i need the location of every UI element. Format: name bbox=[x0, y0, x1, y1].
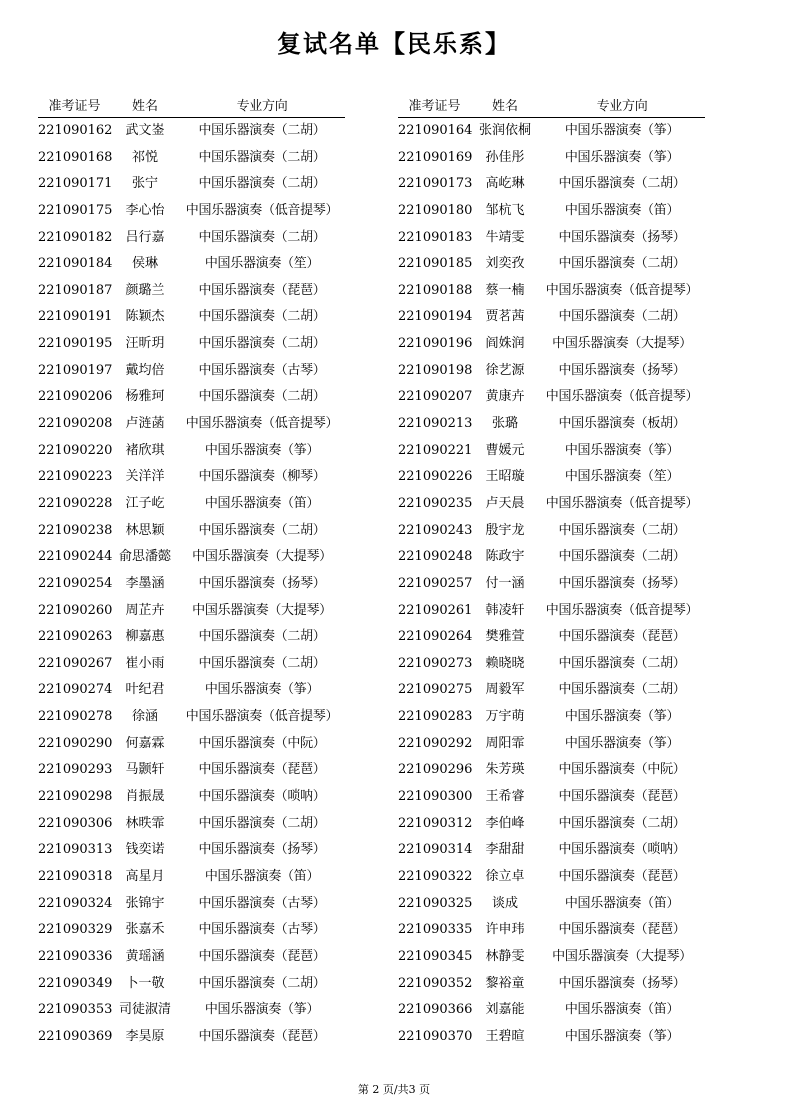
table-row bbox=[38, 438, 345, 465]
student-name-cell: 黄康卉 bbox=[485, 389, 525, 405]
student-name-cell: 李甜甜 bbox=[485, 842, 525, 858]
exam-id-cell: 221090313 bbox=[38, 842, 113, 858]
exam-id-cell: 221090293 bbox=[38, 762, 113, 778]
major-cell: 中国乐器演奏（二胡） bbox=[198, 522, 326, 538]
table-row bbox=[38, 891, 345, 918]
student-name-cell: 张锦宇 bbox=[125, 895, 165, 911]
table-row bbox=[38, 278, 345, 305]
major-cell: 中国乐器演奏（筝） bbox=[564, 1028, 680, 1044]
student-name-cell: 李伯峰 bbox=[485, 815, 525, 831]
table-row bbox=[38, 811, 345, 838]
table-row bbox=[398, 278, 705, 305]
header-major: 专业方向 bbox=[236, 99, 288, 114]
table-row bbox=[398, 251, 705, 278]
student-name-cell: 戴均倍 bbox=[125, 362, 165, 378]
exam-id-cell: 221090318 bbox=[38, 868, 113, 884]
major-cell: 中国乐器演奏（琵琶） bbox=[558, 629, 686, 645]
table-body bbox=[398, 118, 705, 1050]
student-name-cell: 樊雅萱 bbox=[485, 629, 525, 645]
table-row bbox=[398, 757, 705, 784]
major-cell: 中国乐器演奏（唢呐） bbox=[558, 842, 686, 858]
student-name-cell: 颜璐兰 bbox=[125, 282, 165, 298]
student-name-cell: 徐涵 bbox=[131, 709, 158, 725]
major-cell: 中国乐器演奏（中阮） bbox=[198, 735, 326, 751]
student-name-cell: 杨雅珂 bbox=[125, 389, 165, 405]
major-cell: 中国乐器演奏（大提琴） bbox=[552, 948, 692, 964]
exam-id-cell: 221090264 bbox=[398, 629, 473, 645]
table-row bbox=[38, 944, 345, 971]
student-name-cell: 高星月 bbox=[125, 868, 165, 884]
table-row bbox=[38, 118, 345, 145]
roster-table-right bbox=[398, 96, 705, 1050]
table-header bbox=[398, 96, 705, 118]
student-name-cell: 徐立卓 bbox=[485, 868, 525, 884]
table-row bbox=[38, 677, 345, 704]
exam-id-cell: 221090183 bbox=[398, 229, 473, 245]
header-name: 姓名 bbox=[131, 99, 158, 114]
page-footer: 第 2 页/共3 页 bbox=[357, 1083, 431, 1096]
table-row bbox=[398, 864, 705, 891]
major-cell: 中国乐器演奏（琵琶） bbox=[198, 1028, 326, 1044]
major-cell: 中国乐器演奏（扬琴） bbox=[198, 575, 326, 591]
major-cell: 中国乐器演奏（二胡） bbox=[198, 815, 326, 831]
major-cell: 中国乐器演奏（低音提琴） bbox=[545, 282, 699, 298]
exam-id-cell: 221090182 bbox=[38, 229, 113, 245]
student-name-cell: 卜一敬 bbox=[125, 975, 165, 991]
table-row bbox=[38, 864, 345, 891]
student-name-cell: 朱芳瑛 bbox=[485, 762, 525, 778]
exam-id-cell: 221090228 bbox=[38, 495, 113, 511]
major-cell: 中国乐器演奏（二胡） bbox=[558, 549, 686, 565]
table-row bbox=[398, 891, 705, 918]
exam-id-cell: 221090283 bbox=[398, 709, 473, 725]
exam-id-cell: 221090184 bbox=[38, 256, 113, 272]
student-name-cell: 崔小雨 bbox=[125, 655, 165, 671]
student-name-cell: 张宁 bbox=[131, 176, 158, 192]
exam-id-cell: 221090164 bbox=[398, 123, 473, 138]
exam-id-cell: 221090324 bbox=[38, 895, 113, 911]
major-cell: 中国乐器演奏（笙） bbox=[564, 469, 680, 485]
exam-id-cell: 221090254 bbox=[38, 575, 113, 591]
exam-id-cell: 221090206 bbox=[38, 389, 113, 405]
major-cell: 中国乐器演奏（低音提琴） bbox=[185, 709, 339, 725]
major-cell: 中国乐器演奏（笙） bbox=[204, 256, 320, 272]
exam-id-cell: 221090261 bbox=[398, 602, 473, 618]
table-row bbox=[38, 491, 345, 518]
major-cell: 中国乐器演奏（二胡） bbox=[198, 123, 326, 138]
table-row bbox=[38, 598, 345, 625]
major-cell: 中国乐器演奏（筝） bbox=[564, 123, 680, 138]
exam-id-cell: 221090243 bbox=[398, 522, 473, 538]
student-name-cell: 黎裕童 bbox=[485, 975, 525, 991]
student-name-cell: 何嘉霖 bbox=[125, 735, 165, 751]
table-row bbox=[398, 145, 705, 172]
exam-id-cell: 221090312 bbox=[398, 815, 473, 831]
table-row bbox=[38, 651, 345, 678]
exam-id-cell: 221090169 bbox=[398, 149, 473, 165]
student-name-cell: 林昳霏 bbox=[125, 815, 165, 831]
table-row bbox=[398, 598, 705, 625]
major-cell: 中国乐器演奏（琵琶） bbox=[558, 922, 686, 938]
exam-id-cell: 221090369 bbox=[38, 1028, 113, 1044]
table-row bbox=[38, 757, 345, 784]
exam-id-cell: 221090292 bbox=[398, 735, 473, 751]
roster-table-left bbox=[38, 96, 345, 1050]
exam-id-cell: 221090257 bbox=[398, 575, 473, 591]
table-row bbox=[38, 784, 345, 811]
major-cell: 中国乐器演奏（唢呐） bbox=[198, 789, 326, 805]
table-row bbox=[38, 464, 345, 491]
header-exam-id: 准考证号 bbox=[48, 99, 101, 114]
student-name-cell: 张璐 bbox=[491, 416, 518, 432]
major-cell: 中国乐器演奏（二胡） bbox=[198, 176, 326, 192]
major-cell: 中国乐器演奏（柳琴） bbox=[198, 469, 326, 485]
table-row bbox=[38, 997, 345, 1024]
page-title: 复试名单【民乐系】 bbox=[277, 30, 511, 58]
header-name: 姓名 bbox=[491, 99, 518, 114]
major-cell: 中国乐器演奏（大提琴） bbox=[192, 549, 332, 565]
table-row bbox=[38, 917, 345, 944]
exam-id-cell: 221090263 bbox=[38, 629, 113, 645]
exam-id-cell: 221090335 bbox=[398, 922, 473, 938]
student-name-cell: 韩凌轩 bbox=[485, 602, 525, 618]
table-row bbox=[398, 651, 705, 678]
exam-id-cell: 221090213 bbox=[398, 416, 473, 432]
exam-id-cell: 221090171 bbox=[38, 176, 113, 192]
student-name-cell: 武文崟 bbox=[125, 123, 165, 138]
student-name-cell: 祁悦 bbox=[131, 149, 158, 165]
exam-id-cell: 221090366 bbox=[398, 1002, 473, 1018]
exam-id-cell: 221090208 bbox=[38, 416, 113, 432]
student-name-cell: 徐艺源 bbox=[485, 362, 525, 378]
student-name-cell: 马颢轩 bbox=[125, 762, 165, 778]
exam-id-cell: 221090325 bbox=[398, 895, 473, 911]
major-cell: 中国乐器演奏（筝） bbox=[564, 735, 680, 751]
exam-id-cell: 221090322 bbox=[398, 868, 473, 884]
major-cell: 中国乐器演奏（笛） bbox=[564, 1002, 680, 1018]
major-cell: 中国乐器演奏（二胡） bbox=[198, 389, 326, 405]
student-name-cell: 江子屹 bbox=[125, 495, 165, 511]
exam-id-cell: 221090290 bbox=[38, 735, 113, 751]
exam-id-cell: 221090220 bbox=[38, 442, 113, 458]
major-cell: 中国乐器演奏（二胡） bbox=[558, 815, 686, 831]
major-cell: 中国乐器演奏（筝） bbox=[564, 442, 680, 458]
exam-id-cell: 221090353 bbox=[38, 1002, 113, 1018]
major-cell: 中国乐器演奏（琵琶） bbox=[198, 762, 326, 778]
table-row bbox=[398, 811, 705, 838]
table-row bbox=[398, 677, 705, 704]
exam-id-cell: 221090267 bbox=[38, 655, 113, 671]
exam-id-cell: 221090300 bbox=[398, 789, 473, 805]
table-row bbox=[38, 251, 345, 278]
major-cell: 中国乐器演奏（二胡） bbox=[558, 655, 686, 671]
exam-id-cell: 221090235 bbox=[398, 495, 473, 511]
table-body bbox=[38, 118, 345, 1050]
major-cell: 中国乐器演奏（扬琴） bbox=[558, 362, 686, 378]
exam-id-cell: 221090345 bbox=[398, 948, 473, 964]
student-name-cell: 关洋洋 bbox=[125, 469, 165, 485]
major-cell: 中国乐器演奏（笛） bbox=[204, 868, 320, 884]
student-name-cell: 黄瑶涵 bbox=[125, 948, 165, 964]
exam-id-cell: 221090298 bbox=[38, 789, 113, 805]
major-cell: 中国乐器演奏（二胡） bbox=[558, 256, 686, 272]
student-name-cell: 邹杭飞 bbox=[485, 202, 525, 218]
table-row bbox=[398, 358, 705, 385]
table-row bbox=[38, 304, 345, 331]
table-row bbox=[398, 917, 705, 944]
student-name-cell: 侯琳 bbox=[131, 256, 158, 272]
table-row bbox=[398, 837, 705, 864]
student-name-cell: 牛靖雯 bbox=[485, 229, 525, 245]
exam-id-cell: 221090278 bbox=[38, 709, 113, 725]
table-row bbox=[398, 225, 705, 252]
table-row bbox=[38, 225, 345, 252]
student-name-cell: 王碧暄 bbox=[485, 1028, 525, 1044]
major-cell: 中国乐器演奏（低音提琴） bbox=[545, 389, 699, 405]
table-row bbox=[38, 837, 345, 864]
major-cell: 中国乐器演奏（二胡） bbox=[198, 149, 326, 165]
header-exam-id: 准考证号 bbox=[408, 99, 461, 114]
student-name-cell: 卢天晨 bbox=[485, 495, 525, 511]
exam-id-cell: 221090238 bbox=[38, 522, 113, 538]
major-cell: 中国乐器演奏（板胡） bbox=[558, 416, 686, 432]
major-cell: 中国乐器演奏（筝） bbox=[204, 442, 320, 458]
student-name-cell: 孙佳彤 bbox=[485, 149, 525, 165]
exam-id-cell: 221090162 bbox=[38, 123, 113, 138]
exam-id-cell: 221090248 bbox=[398, 549, 473, 565]
student-name-cell: 肖振晟 bbox=[125, 789, 165, 805]
exam-id-cell: 221090180 bbox=[398, 202, 473, 218]
major-cell: 中国乐器演奏（二胡） bbox=[198, 309, 326, 325]
student-name-cell: 周阳霏 bbox=[485, 735, 525, 751]
exam-id-cell: 221090226 bbox=[398, 469, 473, 485]
student-name-cell: 蔡一楠 bbox=[485, 282, 525, 298]
exam-id-cell: 221090207 bbox=[398, 389, 473, 405]
exam-id-cell: 221090273 bbox=[398, 655, 473, 671]
major-cell: 中国乐器演奏（筝） bbox=[564, 149, 680, 165]
table-row bbox=[38, 518, 345, 545]
student-name-cell: 柳嘉惠 bbox=[125, 629, 165, 645]
student-name-cell: 李昊原 bbox=[125, 1028, 165, 1044]
table-row bbox=[38, 731, 345, 758]
exam-id-cell: 221090329 bbox=[38, 922, 113, 938]
table-row bbox=[398, 997, 705, 1024]
table-row bbox=[38, 198, 345, 225]
major-cell: 中国乐器演奏（筝） bbox=[564, 709, 680, 725]
table-row bbox=[398, 118, 705, 145]
student-name-cell: 陈政宇 bbox=[485, 549, 525, 565]
student-name-cell: 付一涵 bbox=[485, 575, 525, 591]
major-cell: 中国乐器演奏（二胡） bbox=[558, 682, 686, 698]
student-name-cell: 殷宇龙 bbox=[485, 522, 525, 538]
table-row bbox=[38, 384, 345, 411]
exam-id-cell: 221090306 bbox=[38, 815, 113, 831]
student-name-cell: 刘奕孜 bbox=[485, 256, 525, 272]
exam-id-cell: 221090168 bbox=[38, 149, 113, 165]
major-cell: 中国乐器演奏（古琴） bbox=[198, 362, 326, 378]
student-name-cell: 卢涟菡 bbox=[125, 416, 165, 432]
exam-id-cell: 221090197 bbox=[38, 362, 113, 378]
major-cell: 中国乐器演奏（大提琴） bbox=[192, 602, 332, 618]
table-row bbox=[38, 704, 345, 731]
exam-id-cell: 221090223 bbox=[38, 469, 113, 485]
student-name-cell: 周芷卉 bbox=[125, 602, 165, 618]
student-name-cell: 谈成 bbox=[491, 895, 518, 911]
table-row bbox=[398, 384, 705, 411]
exam-id-cell: 221090352 bbox=[398, 975, 473, 991]
major-cell: 中国乐器演奏（琵琶） bbox=[558, 789, 686, 805]
major-cell: 中国乐器演奏（扬琴） bbox=[558, 575, 686, 591]
table-row bbox=[398, 411, 705, 438]
table-header bbox=[38, 96, 345, 118]
exam-id-cell: 221090244 bbox=[38, 549, 113, 565]
major-cell: 中国乐器演奏（二胡） bbox=[198, 655, 326, 671]
student-name-cell: 贾茗茜 bbox=[485, 309, 525, 325]
table-row bbox=[398, 704, 705, 731]
table-row bbox=[398, 544, 705, 571]
exam-id-cell: 221090191 bbox=[38, 309, 113, 325]
table-row bbox=[398, 571, 705, 598]
exam-id-cell: 221090275 bbox=[398, 682, 473, 698]
major-cell: 中国乐器演奏（扬琴） bbox=[198, 842, 326, 858]
table-row bbox=[38, 358, 345, 385]
major-cell: 中国乐器演奏（二胡） bbox=[198, 229, 326, 245]
exam-id-cell: 221090194 bbox=[398, 309, 473, 325]
table-row bbox=[398, 784, 705, 811]
student-name-cell: 万宇萌 bbox=[485, 709, 525, 725]
major-cell: 中国乐器演奏（古琴） bbox=[198, 922, 326, 938]
table-row bbox=[398, 438, 705, 465]
table-row bbox=[398, 198, 705, 225]
table-row bbox=[38, 331, 345, 358]
exam-id-cell: 221090185 bbox=[398, 256, 473, 272]
major-cell: 中国乐器演奏（二胡） bbox=[558, 309, 686, 325]
table-row bbox=[398, 171, 705, 198]
student-name-cell: 王昭璇 bbox=[485, 469, 525, 485]
exam-id-cell: 221090188 bbox=[398, 282, 473, 298]
major-cell: 中国乐器演奏（二胡） bbox=[198, 336, 326, 352]
student-name-cell: 张嘉禾 bbox=[125, 922, 165, 938]
major-cell: 中国乐器演奏（中阮） bbox=[558, 762, 686, 778]
table-row bbox=[398, 944, 705, 971]
exam-id-cell: 221090336 bbox=[38, 948, 113, 964]
major-cell: 中国乐器演奏（扬琴） bbox=[558, 229, 686, 245]
exam-id-cell: 221090198 bbox=[398, 362, 473, 378]
table-row bbox=[38, 1024, 345, 1051]
student-name-cell: 汪昕玥 bbox=[125, 336, 165, 352]
student-name-cell: 曹媛元 bbox=[485, 442, 525, 458]
major-cell: 中国乐器演奏（扬琴） bbox=[558, 975, 686, 991]
table-row bbox=[38, 544, 345, 571]
table-row bbox=[398, 518, 705, 545]
table-row bbox=[38, 624, 345, 651]
exam-id-cell: 221090370 bbox=[398, 1028, 473, 1044]
student-name-cell: 俞思潘懿 bbox=[118, 549, 171, 565]
student-name-cell: 王希睿 bbox=[485, 789, 525, 805]
exam-id-cell: 221090187 bbox=[38, 282, 113, 298]
student-name-cell: 许申玮 bbox=[485, 922, 525, 938]
student-name-cell: 阎姝润 bbox=[485, 336, 525, 352]
student-name-cell: 赖晓晓 bbox=[485, 655, 525, 671]
student-name-cell: 李墨涵 bbox=[125, 575, 165, 591]
exam-id-cell: 221090221 bbox=[398, 442, 473, 458]
table-row bbox=[398, 1024, 705, 1051]
exam-id-cell: 221090173 bbox=[398, 176, 473, 192]
student-name-cell: 周毅军 bbox=[485, 682, 525, 698]
major-cell: 中国乐器演奏（二胡） bbox=[198, 629, 326, 645]
header-major: 专业方向 bbox=[596, 99, 648, 114]
exam-id-cell: 221090314 bbox=[398, 842, 473, 858]
major-cell: 中国乐器演奏（二胡） bbox=[558, 176, 686, 192]
table-row bbox=[398, 491, 705, 518]
exam-id-cell: 221090296 bbox=[398, 762, 473, 778]
exam-id-cell: 221090196 bbox=[398, 336, 473, 352]
major-cell: 中国乐器演奏（琵琶） bbox=[198, 282, 326, 298]
major-cell: 中国乐器演奏（低音提琴） bbox=[545, 602, 699, 618]
student-name-cell: 刘嘉能 bbox=[485, 1002, 525, 1018]
exam-id-cell: 221090175 bbox=[38, 202, 113, 218]
major-cell: 中国乐器演奏（笛） bbox=[564, 202, 680, 218]
table-row bbox=[398, 624, 705, 651]
table-row bbox=[398, 304, 705, 331]
student-name-cell: 钱奕诺 bbox=[125, 842, 165, 858]
major-cell: 中国乐器演奏（二胡） bbox=[198, 975, 326, 991]
major-cell: 中国乐器演奏（二胡） bbox=[558, 522, 686, 538]
table-row bbox=[398, 971, 705, 998]
student-name-cell: 陈颖杰 bbox=[125, 309, 165, 325]
student-name-cell: 林静雯 bbox=[485, 948, 525, 964]
major-cell: 中国乐器演奏（古琴） bbox=[198, 895, 326, 911]
student-name-cell: 张润依桐 bbox=[478, 123, 531, 138]
table-row bbox=[398, 331, 705, 358]
student-name-cell: 吕行嘉 bbox=[125, 229, 165, 245]
table-row bbox=[398, 731, 705, 758]
student-name-cell: 高屹琳 bbox=[485, 176, 525, 192]
major-cell: 中国乐器演奏（琵琶） bbox=[558, 868, 686, 884]
major-cell: 中国乐器演奏（筝） bbox=[204, 1002, 320, 1018]
table-row bbox=[398, 464, 705, 491]
major-cell: 中国乐器演奏（低音提琴） bbox=[185, 416, 339, 432]
major-cell: 中国乐器演奏（琵琶） bbox=[198, 948, 326, 964]
major-cell: 中国乐器演奏（低音提琴） bbox=[545, 495, 699, 511]
major-cell: 中国乐器演奏（笛） bbox=[204, 495, 320, 511]
exam-id-cell: 221090349 bbox=[38, 975, 113, 991]
exam-id-cell: 221090274 bbox=[38, 682, 113, 698]
table-row bbox=[38, 171, 345, 198]
table-row bbox=[38, 571, 345, 598]
student-name-cell: 林思颖 bbox=[125, 522, 165, 538]
table-row bbox=[38, 411, 345, 438]
major-cell: 中国乐器演奏（笛） bbox=[564, 895, 680, 911]
student-name-cell: 李心怡 bbox=[125, 202, 165, 218]
exam-id-cell: 221090195 bbox=[38, 336, 113, 352]
table-row bbox=[38, 971, 345, 998]
student-name-cell: 叶纪君 bbox=[125, 682, 165, 698]
major-cell: 中国乐器演奏（大提琴） bbox=[552, 336, 692, 352]
table-row bbox=[38, 145, 345, 172]
exam-id-cell: 221090260 bbox=[38, 602, 113, 618]
major-cell: 中国乐器演奏（低音提琴） bbox=[185, 202, 339, 218]
student-name-cell: 褚欣琪 bbox=[125, 442, 165, 458]
student-name-cell: 司徒淑清 bbox=[118, 1002, 171, 1018]
major-cell: 中国乐器演奏（筝） bbox=[204, 682, 320, 698]
